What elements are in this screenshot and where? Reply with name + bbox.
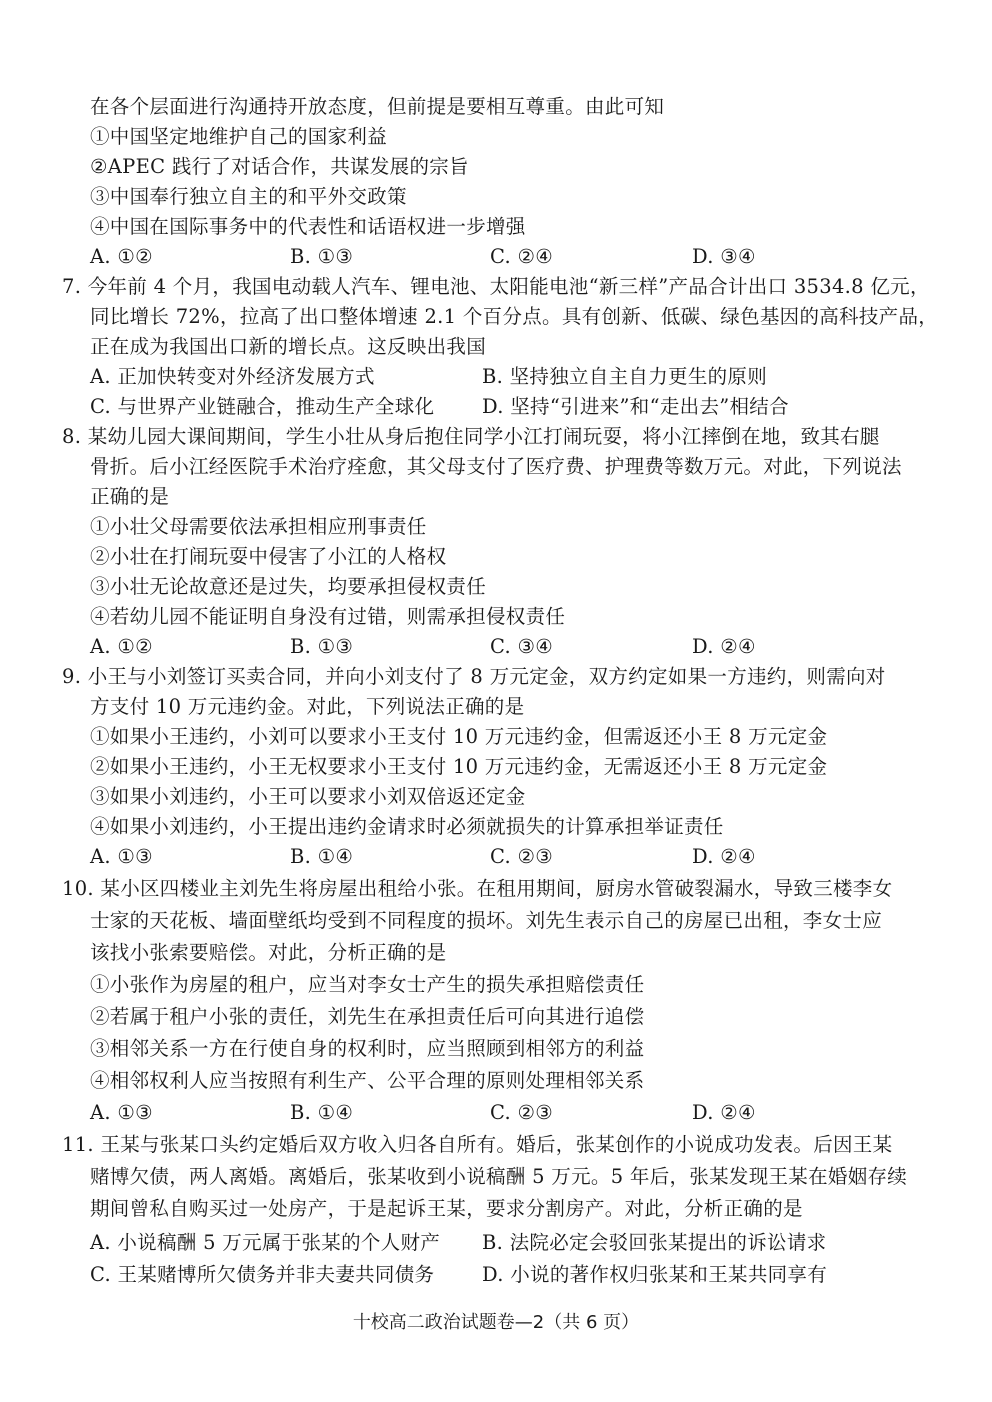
answer-option: D. 坚持“引进来”和“走出去”相结合 — [482, 395, 789, 418]
answer-option: B. ①④ — [290, 1101, 354, 1124]
question-text: ②小壮在打闹玩耍中侵害了小江的人格权 — [90, 545, 447, 568]
answer-option: A. ①③ — [90, 845, 153, 868]
answer-option: C. ②③ — [490, 1101, 554, 1124]
answer-option: B. ①③ — [290, 245, 354, 268]
answer-option: D. ②④ — [692, 635, 756, 658]
question-text: 期间曾私自购买过一处房产，于是起诉王某，要求分割房产。对此，分析正确的是 — [90, 1197, 803, 1220]
question-text: ④若幼儿园不能证明自身没有过错，则需承担侵权责任 — [90, 605, 566, 628]
question-text: ②APEC 践行了对话合作，共谋发展的宗旨 — [90, 155, 469, 178]
question-text: ③中国奉行独立自主的和平外交政策 — [90, 185, 407, 208]
answer-option: D. 小说的著作权归张某和王某共同享有 — [482, 1263, 828, 1286]
answer-option: B. 法院必定会驳回张某提出的诉讼请求 — [482, 1231, 827, 1254]
question-stem: 7. 今年前 4 个月，我国电动载人汽车、锂电池、太阳能电池“新三样”产品合计出口 3534.8 亿元， — [62, 275, 930, 298]
question-text: 正在成为我国出口新的增长点。这反映出我国 — [90, 335, 487, 358]
question-text: 骨折。后小江经医院手术治疗痊愈，其父母支付了医疗费、护理费等数万元。对此，下列说法 — [90, 455, 902, 478]
question-text: ③相邻关系一方在行使自身的权利时，应当照顾到相邻方的利益 — [90, 1037, 645, 1060]
answer-option: D. ②④ — [692, 1101, 756, 1124]
answer-option: A. ①③ — [90, 1101, 153, 1124]
question-text: 同比增长 72%，拉高了出口整体增速 2.1 个百分点。具有创新、低碳、绿色基因的高科技产品， — [90, 305, 939, 328]
answer-option: C. 王某赌博所欠债务并非夫妻共同债务 — [90, 1263, 435, 1286]
question-stem: 10. 某小区四楼业主刘先生将房屋出租给小张。在租用期间，厨房水管破裂漏水，导致三楼李女 — [62, 877, 893, 900]
question-text: 士家的天花板、墙面壁纸均受到不同程度的损坏。刘先生表示自己的房屋已出租，李女士应 — [90, 909, 883, 932]
answer-option: D. ③④ — [692, 245, 756, 268]
answer-option: A. 正加快转变对外经济发展方式 — [90, 365, 375, 388]
question-text: ③小壮无论故意还是过失，均要承担侵权责任 — [90, 575, 487, 598]
answer-option: C. ②④ — [490, 245, 554, 268]
question-stem: 9. 小王与小刘签订买卖合同，并向小刘支付了 8 万元定金，双方约定如果一方违约，则需向对 — [62, 665, 886, 688]
question-text: 该找小张索要赔偿。对此，分析正确的是 — [90, 941, 447, 964]
question-text: ①如果小王违约，小刘可以要求小王支付 10 万元违约金，但需返还小王 8 万元定金 — [90, 725, 828, 748]
question-text: ②如果小王违约，小王无权要求小王支付 10 万元违约金，无需返还小王 8 万元定金 — [90, 755, 828, 778]
answer-option: C. ②③ — [490, 845, 554, 868]
question-text: ④如果小刘违约，小王提出违约金请求时必须就损失的计算承担举证责任 — [90, 815, 724, 838]
question-text: ④相邻权利人应当按照有利生产、公平合理的原则处理相邻关系 — [90, 1069, 645, 1092]
question-text: 方支付 10 万元违约金。对此，下列说法正确的是 — [90, 695, 525, 718]
answer-option: C. ③④ — [490, 635, 554, 658]
question-text: ②若属于租户小张的责任，刘先生在承担责任后可向其进行追偿 — [90, 1005, 645, 1028]
page-footer: 十校高二政治试题卷—2（共 6 页） — [352, 1312, 640, 1333]
question-text: 赌博欠债，两人离婚。离婚后，张某收到小说稿酬 5 万元。5 年后，张某发现王某在婚姻存续 — [90, 1165, 908, 1188]
question-text: ③如果小刘违约，小王可以要求小刘双倍返还定金 — [90, 785, 526, 808]
question-text: ①小壮父母需要依法承担相应刑事责任 — [90, 515, 427, 538]
answer-option: A. ①② — [90, 245, 153, 268]
question-stem: 11. 王某与张某口头约定婚后双方收入归各自所有。婚后，张某创作的小说成功发表。后因王某 — [62, 1133, 893, 1156]
question-text: 在各个层面进行沟通持开放态度，但前提是要相互尊重。由此可知 — [90, 95, 665, 118]
question-text: ①中国坚定地维护自己的国家利益 — [90, 125, 388, 148]
answer-option: A. ①② — [90, 635, 153, 658]
answer-option: B. ①④ — [290, 845, 354, 868]
answer-option: A. 小说稿酬 5 万元属于张某的个人财产 — [90, 1231, 441, 1254]
answer-option: B. ①③ — [290, 635, 354, 658]
question-stem: 8. 某幼儿园大课间期间，学生小壮从身后抱住同学小江打闹玩耍，将小江摔倒在地，致其右腿 — [62, 425, 880, 448]
question-text: 正确的是 — [90, 485, 170, 508]
question-text: ④中国在国际事务中的代表性和话语权进一步增强 — [90, 215, 526, 238]
answer-option: D. ②④ — [692, 845, 756, 868]
answer-option: B. 坚持独立自主自力更生的原则 — [482, 365, 768, 388]
answer-option: C. 与世界产业链融合，推动生产全球化 — [90, 395, 435, 418]
question-text: ①小张作为房屋的租户，应当对李女士产生的损失承担赔偿责任 — [90, 973, 645, 996]
